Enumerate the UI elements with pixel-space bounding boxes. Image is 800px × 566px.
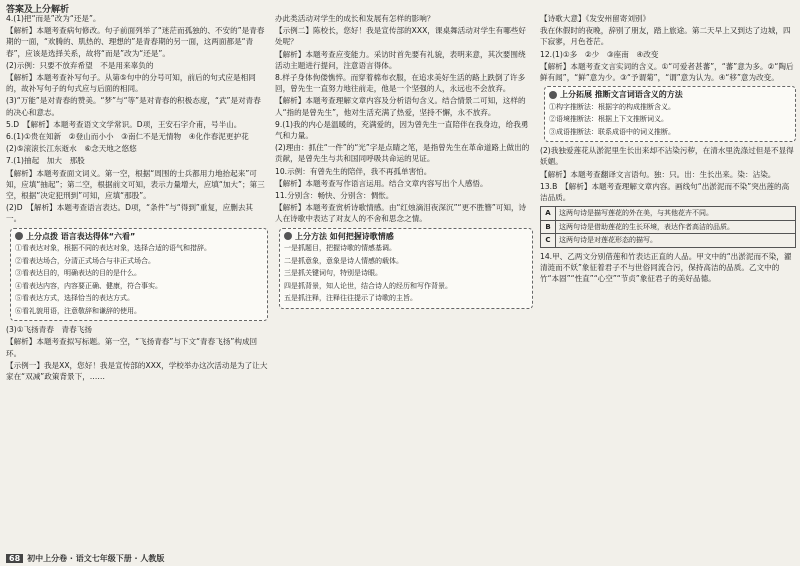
text-line: (3)①飞扬青春 青春飞扬 <box>6 325 92 335</box>
text-line: 5.D 【解析】本题考查语文文学常识。D项，王安石字介甫，号半山。 <box>6 119 242 129</box>
row-key: B <box>541 221 556 234</box>
extend-line: ①构字推断法：根据字的构成推断含义。 <box>549 102 675 111</box>
bullet-icon <box>284 232 292 240</box>
text-line: 【诗歌大意】《发安州留寄刘别》 <box>540 14 651 23</box>
tip-line: ②看表达场合，分清正式场合与非正式场合。 <box>15 256 155 265</box>
column-left <box>6 13 268 383</box>
text-line: (2)D 【解析】本题考查语言表达。D项，“条件”与“得到”重复，应删去其一。 <box>6 203 254 224</box>
table-row <box>541 234 795 247</box>
bullet-icon <box>549 91 557 99</box>
text-line: 6.(1)①贵在知新 ②登山而小小 ③南仁不是无情物 ④化作春泥更护花 <box>6 132 249 142</box>
row-value: 这两句诗是描写莲花的外在美，与其他花卉不同。 <box>559 209 713 218</box>
text-line: (2)⑤滚滚长江东逝水 ⑥念天地之悠悠 <box>6 144 137 154</box>
tip-line: ①看表达对象，根据不同的表达对象，选择合适的语气和措辞。 <box>15 244 211 253</box>
text-line: 11.分别含：畅快、分别含：惆怅。 <box>275 191 394 201</box>
text-line: (2)示例：只要不放弃希望 不是用来辜负的 <box>6 60 154 70</box>
tip-box <box>10 228 268 322</box>
method-line: 三是抓关键词句，特别是诗眼。 <box>284 269 382 278</box>
text-line: 9.(1)我的内心是温暖的，充满爱的，因为曾先生一直陪伴在我身边，给我勇气和力量。 <box>275 119 529 141</box>
text-line: 【解析】本题考查文言实词的含义。①“可爱者甚蕃”，“蕃”意为多。②“陶后鲜有闻”，“鲜”意为少。③“予谓菊”，“谓”意为认为。④“移”意为改变。 <box>540 61 794 83</box>
text-line: (2)我独爱莲花从淤泥里生长出来却不沾染污秽，在清水里洗涤过但是不显得妖媚。 <box>540 146 794 167</box>
text-line: 7.(1)抽起 加大 那股 <box>6 156 85 166</box>
extend-title <box>549 89 791 101</box>
method-line: 四是抓背景，知人论世，结合诗人的经历和写作背景。 <box>284 281 452 290</box>
table-row <box>541 207 795 221</box>
table-row <box>541 221 795 235</box>
text-line: 【解析】本题考查赏析诗歌情感。由“红烛滴泪夜深沉”“更不胜簪”可知，诗人在诗歌中表达了对友人的不舍和思念之情。 <box>275 203 527 224</box>
text-line: 12.(1)①多 ②少 ③座南 ④改变 <box>540 49 659 59</box>
tip-line: ⑥看礼貌用语，注意敬辞和谦辞的使用。 <box>15 306 141 315</box>
extend-title-text: 上分拓展 推断文言词语含义的方法 <box>560 90 683 100</box>
text-line: 4.(1)把“而是”改为“还是”。 <box>6 14 101 23</box>
page-header: 答案及上分解析 <box>6 5 70 15</box>
page-footer <box>6 553 164 564</box>
row-value: 这两句诗是对莲花形态的描写。 <box>559 236 657 245</box>
tip-line: ⑤看表达方式，选择恰当的表达方式。 <box>15 294 134 303</box>
tip-title-text: 上分点拨 语言表达得体“六看” <box>26 231 136 241</box>
text-line: 办此类活动对学生的成长和发展有怎样的影响？ <box>275 14 435 23</box>
page-number: 68 <box>6 554 23 563</box>
text-line: 【解析】本题考查写作语言运用。结合文章内容写出个人感悟。 <box>275 178 488 188</box>
text-line: 【示例二】陈校长，您好！我是宣传部的XXX，课桌舞活动对学生有哪些好处呢？ <box>275 26 527 47</box>
method-line: 一是抓题目，把握诗歌的情感基调。 <box>284 244 396 253</box>
extend-line: ②语境推断法：根据上下文推断词义。 <box>549 115 668 124</box>
method-box <box>279 228 533 309</box>
answer-table <box>540 206 796 248</box>
tip-line: ③看表达目的，明确表达的目的是什么。 <box>15 269 141 278</box>
bullet-icon <box>15 232 23 240</box>
text-line: 14.甲、乙两文分别借莲和竹表达正直的人品。甲文中的“出淤泥而不染，濯清涟而不妖”象征着君子不与世俗同流合污，保持高洁的品质。乙文中的竹“本固”“性直”“心空”“节贞”象征君子的美好品德。 <box>540 251 792 284</box>
column-middle <box>275 13 533 312</box>
column-right <box>540 13 796 285</box>
extend-line: ③成语推断法：联系成语中的词义推断。 <box>549 127 675 136</box>
text-line: 【解析】本题考查面文词义。第一空，根据“周围的士兵都用力地抬起来”可知，应填“抽起”；第二空，根据前文可知，表示力量增大，应填“加大”；第三空，根据“决定犯刑到”可知，应填“那股”。 <box>6 168 265 201</box>
text-line: (3)“万能”是对青春的赞美。“梦”与“等”是对青春的积极态度，“武”是对青春的决心和意志。 <box>6 96 261 117</box>
row-value: 这两句诗是借助莲花的生长环境，表达作者高洁的品质。 <box>559 222 734 231</box>
method-line: 二是抓意象，意象是诗人情感的载体。 <box>284 256 403 265</box>
method-title-text: 上分方法 如何把握诗歌情感 <box>295 231 394 241</box>
text-line: 【解析】本题考查拟写标题。第一空，“飞扬青春”与下文“青春飞扬”构成回环。 <box>6 337 258 358</box>
tip-line: ④看表达内容，内容要正确、健康，符合事实。 <box>15 281 162 290</box>
text-line: 【示例一】我是XX，您好！我是宣传部的XXX，学校举办这次活动是为了让大家在“双减”政策背景下，…… <box>6 360 268 381</box>
text-line: 10.示例：有曾先生的陪伴，我不再孤单害怕。 <box>275 166 432 176</box>
text-line: (2)理由：抓住“一件”的“光”字是点睛之笔，是指曾先生在革命道路上做出的贡献，是曾先生与共和国同呼吸共命运的见证。 <box>275 143 530 164</box>
extend-box <box>544 86 796 142</box>
tip-title <box>15 231 263 243</box>
text-line: 【解析】本题考查应变能力。采访时首先要有礼貌，表明来意，其次要围绕活动主题进行提问，注意语言得体。 <box>275 49 526 70</box>
series-title: 初中上分卷 · 语文七年级下册 · 人教版 <box>27 554 165 563</box>
text-line: 13.B 【解析】本题考查理解文章内容。画线句“出淤泥而不染”突出莲的高洁品质。 <box>540 181 790 203</box>
row-key: C <box>541 234 556 247</box>
row-key: A <box>541 207 556 220</box>
text-line: 8.样子身体佝偻憔悴。而穿着棉布衣服，在追求美好生活的路上跌倒了许多回，曾先生一直努力地往前走，他是一个坚强的人，永远也不会放弃。 <box>275 73 526 94</box>
text-line: 我在休假时的夜晚，辞别了朋友，踏上旅途。第二天早上又到达了边城，四下寂寥，月色苍茫。 <box>540 26 791 47</box>
text-line: 【解析】本题考查补写句子。从第⑤句中的分号可知，前后的句式应是相同的，故补写句子的句式应与后面的相同。 <box>6 73 256 94</box>
text-line: 【解析】本题考查翻译文言语句。独：只。出：生长出来。染：沾染。 <box>540 169 776 179</box>
text-line: 【解析】本题考查理解文章内容及分析语句含义。结合情景二可知，这样的人“指的是曾先生”，他对生活充满了热爱，坚持不懈，永不放弃。 <box>275 96 526 117</box>
method-title <box>284 231 528 243</box>
method-line: 五是抓注释，注释往往提示了诗歌的主旨。 <box>284 294 417 303</box>
text-line: 【解析】本题考查病句修改。句子前面列举了“迷茫而孤独的、不安的”是青春期的一面，“欢腾的、肌热的、理想的”是青春期的另一面，这两面都是“青春”，应该是选择关系，故将“而是”改为“还是”。 <box>6 26 265 58</box>
